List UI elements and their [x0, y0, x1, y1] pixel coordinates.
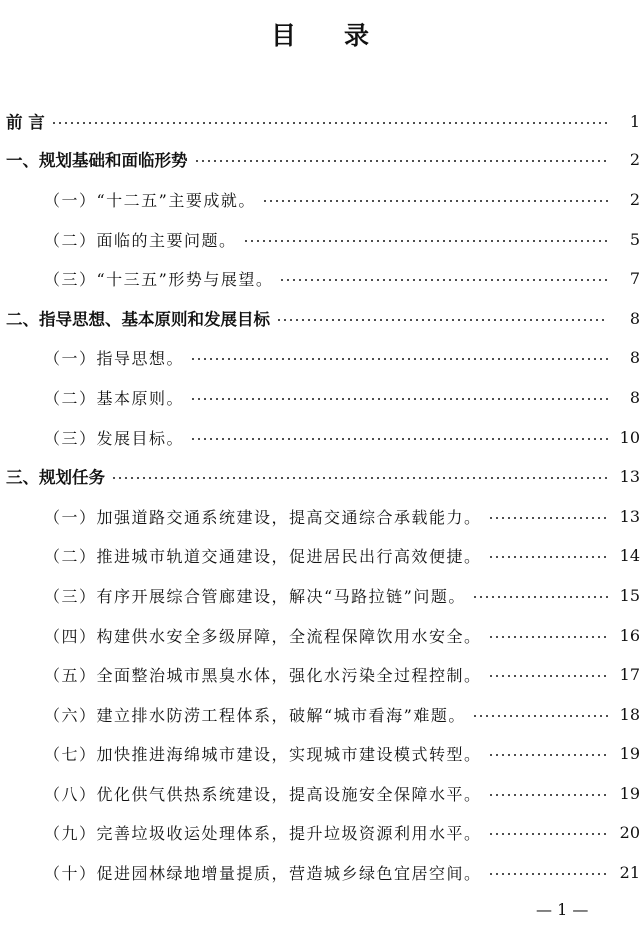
toc-entry-section[interactable]: [0, 620, 640, 650]
toc-leader-dots: [488, 794, 608, 796]
toc-leader-dots: [262, 200, 608, 202]
toc-entry-section[interactable]: [0, 857, 640, 887]
toc-entry-label: （二）推进城市轨道交通建设，促进居民出行高效便捷。: [44, 546, 482, 566]
toc-entry-label: 二、指导思想、基本原则和发展目标: [6, 310, 270, 329]
toc-entry-page: 13: [619, 466, 640, 486]
toc-entry-page: 19: [619, 743, 640, 763]
toc-entry-label: （五）全面整治城市黑臭水体，强化水污染全过程控制。: [44, 665, 482, 685]
toc-entry-section[interactable]: [0, 540, 640, 570]
toc-entry-label: （一）“十二五”主要成就。: [44, 190, 256, 210]
toc-entry-label: （三）有序开展综合管廊建设，解决“马路拉链”问题。: [44, 586, 466, 606]
toc-entry-label: （三）“十三五”形势与展望。: [44, 269, 274, 289]
toc-entry-label: （二）面临的主要问题。: [44, 230, 237, 250]
toc-entry-label: （六）建立排水防涝工程体系，破解“城市看海”难题。: [44, 705, 466, 725]
toc-entry-chapter-1[interactable]: [0, 144, 640, 174]
toc-entry-label: （十）促进园林绿地增量提质，营造城乡绿色宜居空间。: [44, 863, 482, 883]
toc-leader-dots: [243, 240, 608, 242]
toc-entry-section[interactable]: [0, 184, 640, 214]
toc-entry-page: 8: [629, 308, 640, 328]
toc-entry-page: 19: [619, 783, 640, 803]
toc-entry-preface[interactable]: [0, 106, 640, 136]
toc-leader-dots: [488, 873, 608, 875]
toc-leader-dots: [472, 715, 608, 717]
toc-title-part2: 录: [344, 21, 370, 50]
toc-entry-section[interactable]: [0, 342, 640, 372]
toc-entry-section[interactable]: [0, 778, 640, 808]
toc-entry-page: 16: [619, 625, 640, 645]
toc-entry-label: 三、规划任务: [6, 468, 105, 487]
toc-entry-label: （七）加快推进海绵城市建设，实现城市建设模式转型。: [44, 744, 482, 764]
toc-entry-page: 13: [619, 506, 640, 526]
toc-leader-dots: [488, 517, 608, 519]
toc-entry-section[interactable]: [0, 738, 640, 768]
toc-entry-label: （一）加强道路交通系统建设，提高交通综合承载能力。: [44, 507, 482, 527]
toc-leader-dots: [276, 319, 608, 321]
toc-entry-page: 15: [619, 585, 640, 605]
toc-leader-dots: [488, 833, 608, 835]
toc-entry-section[interactable]: [0, 263, 640, 293]
toc-leader-dots: [279, 279, 608, 281]
toc-title: [0, 16, 640, 52]
toc-entry-label: 一、规划基础和面临形势: [6, 151, 188, 170]
toc-entry-chapter-2[interactable]: [0, 303, 640, 333]
toc-leader-dots: [51, 122, 608, 124]
toc-entry-section[interactable]: [0, 382, 640, 412]
toc-entry-section[interactable]: [0, 422, 640, 452]
toc-leader-dots: [190, 358, 608, 360]
toc-entry-label: （四）构建供水安全多级屏障，全流程保障饮用水安全。: [44, 626, 482, 646]
toc-entry-page: 7: [629, 268, 640, 288]
toc-entry-label: （三）发展目标。: [44, 428, 185, 448]
toc-entry-page: 8: [629, 387, 640, 407]
toc-entry-section[interactable]: [0, 659, 640, 689]
toc-entry-page: 18: [619, 704, 640, 724]
toc-entry-page: 14: [619, 545, 640, 565]
toc-leader-dots: [488, 556, 608, 558]
toc-leader-dots: [488, 636, 608, 638]
toc-entry-section[interactable]: [0, 501, 640, 531]
toc-entry-section[interactable]: [0, 817, 640, 847]
toc-leader-dots: [194, 160, 609, 162]
toc-entry-label: （二）基本原则。: [44, 388, 185, 408]
toc-leader-dots: [488, 675, 608, 677]
page-number-footer: — 1 —: [536, 900, 589, 919]
toc-leader-dots: [111, 477, 608, 479]
toc-entry-page: 17: [619, 664, 640, 684]
toc-entry-section[interactable]: [0, 580, 640, 610]
toc-entry-section[interactable]: [0, 224, 640, 254]
toc-title-part1: 目: [270, 21, 296, 50]
toc-entry-label: （八）优化供气供热系统建设，提高设施安全保障水平。: [44, 784, 482, 804]
toc-entry-page: 1: [629, 111, 640, 131]
toc-entry-page: 2: [629, 189, 640, 209]
toc-entry-section[interactable]: [0, 699, 640, 729]
toc-entry-chapter-3[interactable]: [0, 461, 640, 491]
toc-leader-dots: [488, 754, 608, 756]
toc-entry-page: 21: [619, 862, 640, 882]
toc-leader-dots: [190, 398, 608, 400]
toc-entry-page: 2: [629, 149, 640, 169]
toc-entry-label: （一）指导思想。: [44, 348, 185, 368]
toc-entry-page: 8: [629, 347, 640, 367]
toc-entry-label: 前 言: [6, 113, 45, 132]
toc-entry-label: （九）完善垃圾收运处理体系，提升垃圾资源利用水平。: [44, 823, 482, 843]
toc-leader-dots: [190, 438, 608, 440]
toc-entry-page: 5: [629, 229, 640, 249]
toc-entry-page: 20: [619, 822, 640, 842]
toc-leader-dots: [472, 596, 608, 598]
toc-entry-page: 10: [619, 427, 640, 447]
